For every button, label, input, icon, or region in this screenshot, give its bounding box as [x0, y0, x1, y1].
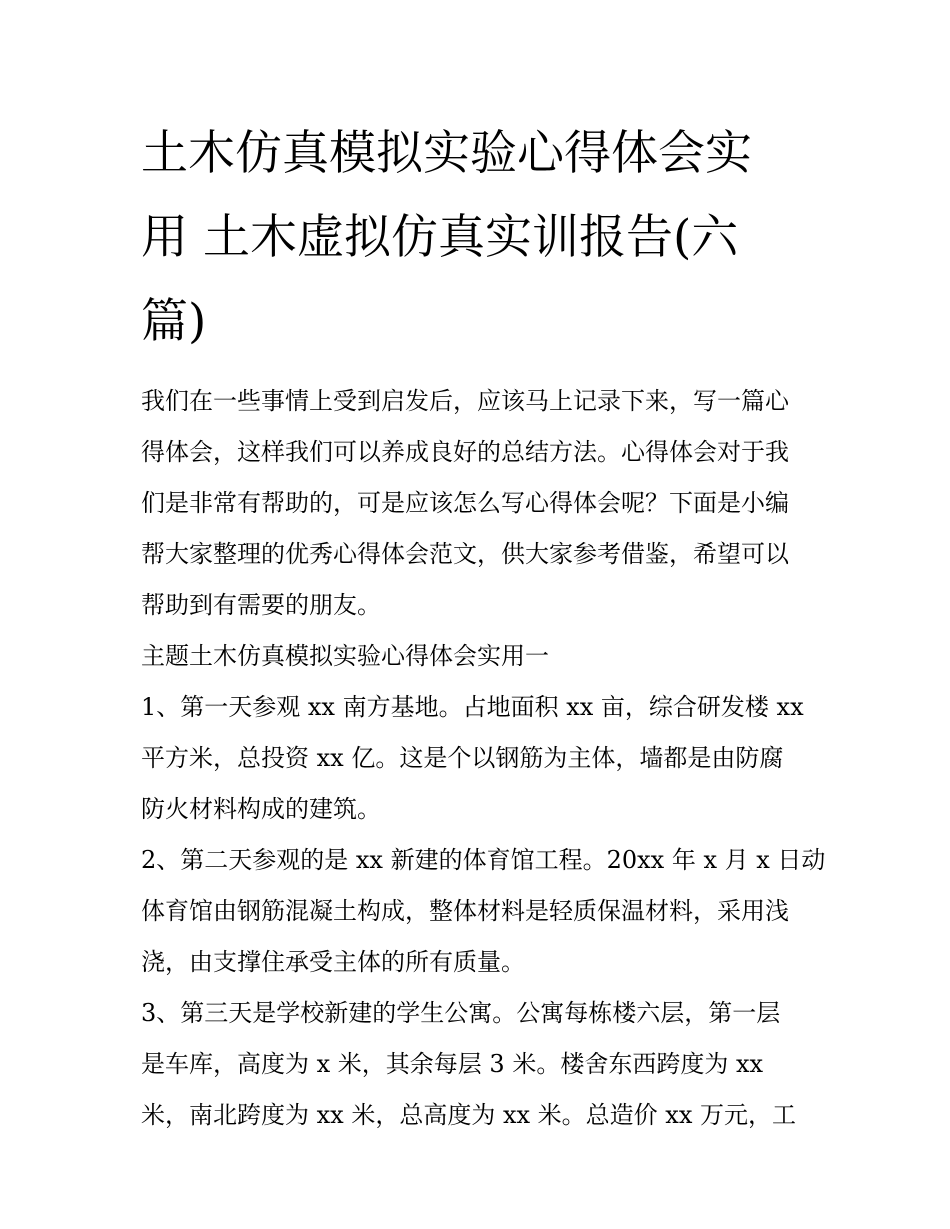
title-line: 用 土木虚拟仿真实训报告(六: [141, 210, 739, 265]
text-line: 帮大家整理的优秀心得体会范文，供大家参考借鉴，希望可以: [141, 540, 789, 568]
text-line: 3、第三天是学校新建的学生公寓。公寓每栋楼六层，第一层: [141, 999, 781, 1027]
text-line: 我们在一些事情上受到启发后，应该马上记录下来，写一篇心: [141, 387, 789, 415]
text-line: 米，南北跨度为 xx 米，总高度为 xx 米。总造价 xx 万元，工: [141, 1101, 796, 1129]
text-line: 2、第二天参观的是 xx 新建的体育馆工程。20xx 年 x 月 x 日动: [141, 846, 826, 874]
section-heading: [141, 631, 821, 682]
text-line: 体育馆由钢筋混凝土构成，整体材料是轻质保温材料，采用浅: [141, 897, 789, 925]
text-line: 平方米，总投资 xx 亿。这是个以钢筋为主体，墙都是由防腐: [141, 744, 784, 772]
item-paragraph-2: [141, 835, 826, 988]
item-paragraph-1: [141, 682, 821, 835]
document-content: [141, 112, 826, 1141]
intro-paragraph: [141, 376, 821, 631]
text-line: 浇，由支撑住承受主体的所有质量。: [141, 948, 525, 976]
item-paragraph-3: [141, 988, 821, 1141]
text-line: 们是非常有帮助的，可是应该怎么写心得体会呢？下面是小编: [141, 489, 789, 517]
text-line: 主题土木仿真模拟实验心得体会实用一: [141, 642, 549, 670]
text-line: 1、第一天参观 xx 南方基地。占地面积 xx 亩，综合研发楼 xx: [141, 693, 804, 721]
text-line: 是车库，高度为 x 米，其余每层 3 米。楼舍东西跨度为 xx: [141, 1050, 764, 1078]
document-title: [141, 112, 821, 364]
title-line: 篇): [141, 294, 207, 349]
text-line: 得体会，这样我们可以养成良好的总结方法。心得体会对于我: [141, 438, 789, 466]
title-line: 土木仿真模拟实验心得体会实: [141, 126, 752, 181]
document-body: [141, 376, 826, 1141]
text-line: 帮助到有需要的朋友。: [141, 591, 381, 619]
text-line: 防火材料构成的建筑。: [141, 795, 381, 823]
